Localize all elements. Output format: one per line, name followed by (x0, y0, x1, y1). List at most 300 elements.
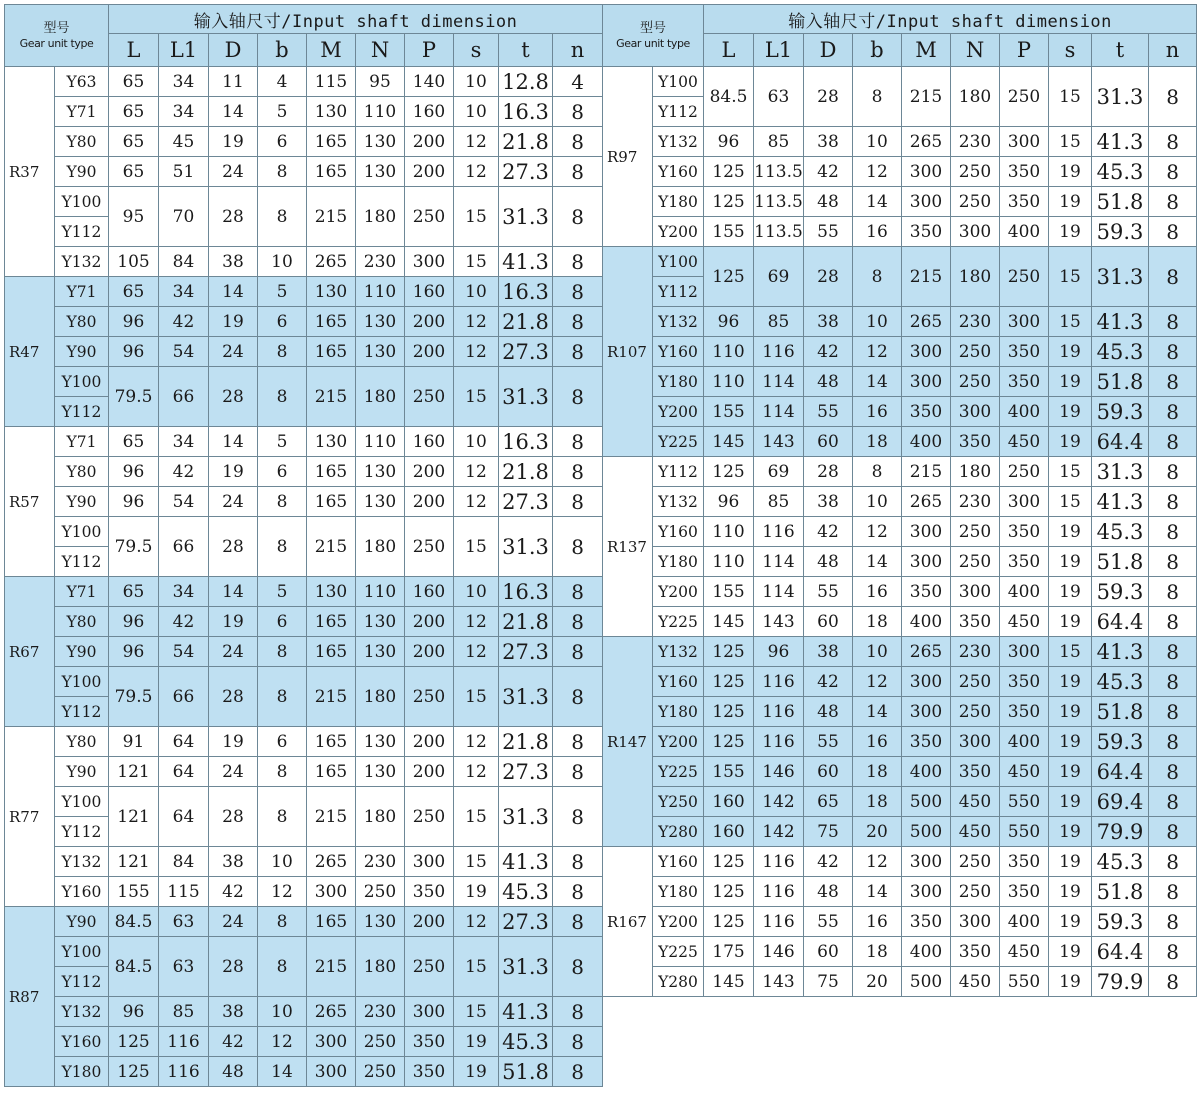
value-d: 28 (209, 367, 258, 427)
value-l: 91 (109, 727, 159, 757)
value-n: 350 (951, 757, 1000, 787)
motor-frame: Y100 (55, 667, 109, 697)
value-d: 28 (209, 517, 258, 577)
table-row (603, 787, 1197, 817)
value-p: 400 (1000, 727, 1049, 757)
value-l: 155 (109, 877, 159, 907)
value-n: 8 (1149, 607, 1197, 637)
value-d: 38 (804, 307, 853, 337)
value-l1: 96 (754, 637, 804, 667)
value-l1: 113.5 (754, 187, 804, 217)
value-n: 8 (1149, 487, 1197, 517)
motor-frame: Y112 (55, 217, 109, 247)
value-s: 12 (454, 637, 499, 667)
value-s: 19 (1049, 727, 1092, 757)
value-l: 125 (704, 157, 754, 187)
value-m: 215 (902, 67, 951, 127)
value-l: 125 (704, 637, 754, 667)
value-l1: 116 (159, 1057, 209, 1087)
table-row (5, 907, 603, 937)
value-n: 110 (356, 277, 405, 307)
table-row (603, 127, 1197, 157)
value-l1: 115 (159, 877, 209, 907)
value-p: 350 (1000, 667, 1049, 697)
value-p: 350 (1000, 847, 1049, 877)
value-p: 300 (405, 847, 454, 877)
value-t: 64.4 (1092, 427, 1149, 457)
value-m: 115 (307, 67, 356, 97)
value-l: 96 (704, 307, 754, 337)
table-row (5, 787, 603, 817)
value-s: 19 (1049, 187, 1092, 217)
table-row (5, 1057, 603, 1087)
column-header-n: n (553, 34, 603, 67)
value-m: 215 (307, 667, 356, 727)
value-s: 15 (454, 667, 499, 727)
value-n: 230 (356, 997, 405, 1027)
value-t: 69.4 (1092, 787, 1149, 817)
value-d: 14 (209, 277, 258, 307)
value-s: 10 (454, 577, 499, 607)
value-p: 350 (405, 1027, 454, 1057)
value-l: 110 (704, 517, 754, 547)
value-l: 96 (109, 337, 159, 367)
motor-frame: Y160 (653, 517, 704, 547)
value-n: 180 (356, 787, 405, 847)
value-n: 300 (951, 217, 1000, 247)
value-m: 165 (307, 907, 356, 937)
value-n: 180 (951, 67, 1000, 127)
value-d: 14 (209, 577, 258, 607)
column-header-m: M (902, 34, 951, 67)
value-n: 8 (1149, 907, 1197, 937)
value-p: 550 (1000, 817, 1049, 847)
value-b: 8 (258, 637, 307, 667)
value-t: 45.3 (499, 877, 553, 907)
value-s: 12 (454, 727, 499, 757)
value-b: 12 (853, 847, 902, 877)
value-p: 250 (405, 367, 454, 427)
value-p: 350 (1000, 187, 1049, 217)
value-n: 250 (951, 517, 1000, 547)
value-l1: 54 (159, 487, 209, 517)
value-l1: 34 (159, 577, 209, 607)
value-n: 8 (1149, 847, 1197, 877)
value-s: 19 (1049, 607, 1092, 637)
value-t: 16.3 (499, 577, 553, 607)
value-l: 84.5 (704, 67, 754, 127)
value-m: 300 (307, 877, 356, 907)
value-s: 19 (454, 1057, 499, 1087)
value-n: 8 (553, 487, 603, 517)
value-s: 15 (454, 937, 499, 997)
value-b: 10 (853, 637, 902, 667)
motor-frame: Y112 (55, 697, 109, 727)
value-p: 160 (405, 427, 454, 457)
table-row (5, 727, 603, 757)
value-m: 215 (307, 367, 356, 427)
table-row (5, 367, 603, 397)
value-d: 38 (209, 997, 258, 1027)
gear-unit-model: R57 (5, 427, 55, 577)
value-m: 215 (307, 787, 356, 847)
value-d: 55 (804, 577, 853, 607)
value-n: 8 (553, 187, 603, 247)
value-n: 8 (1149, 967, 1197, 997)
value-m: 130 (307, 577, 356, 607)
value-t: 21.8 (499, 727, 553, 757)
value-t: 27.3 (499, 487, 553, 517)
value-s: 12 (454, 337, 499, 367)
value-n: 300 (951, 397, 1000, 427)
column-header-n: N (356, 34, 405, 67)
value-l1: 84 (159, 247, 209, 277)
column-header-s: s (1049, 34, 1092, 67)
value-n: 180 (356, 667, 405, 727)
value-m: 265 (307, 847, 356, 877)
value-n: 250 (356, 1057, 405, 1087)
value-b: 18 (853, 607, 902, 637)
value-b: 14 (853, 547, 902, 577)
value-l1: 113.5 (754, 217, 804, 247)
value-l1: 64 (159, 727, 209, 757)
motor-frame: Y225 (653, 427, 704, 457)
motor-frame: Y132 (653, 127, 704, 157)
gear-unit-model: R47 (5, 277, 55, 427)
motor-frame: Y112 (55, 547, 109, 577)
value-d: 28 (209, 787, 258, 847)
table-row (603, 247, 1197, 277)
table-row (5, 757, 603, 787)
value-t: 64.4 (1092, 757, 1149, 787)
dimension-table-right (602, 4, 1197, 997)
value-l: 121 (109, 757, 159, 787)
value-t: 45.3 (1092, 517, 1149, 547)
value-p: 350 (1000, 367, 1049, 397)
value-p: 200 (405, 757, 454, 787)
motor-frame: Y132 (653, 487, 704, 517)
value-t: 45.3 (1092, 157, 1149, 187)
table-row (5, 337, 603, 367)
motor-frame: Y180 (653, 547, 704, 577)
value-s: 12 (454, 487, 499, 517)
table-row (603, 607, 1197, 637)
motor-frame: Y80 (55, 457, 109, 487)
motor-frame: Y100 (55, 937, 109, 967)
value-n: 8 (1149, 157, 1197, 187)
value-m: 300 (902, 187, 951, 217)
value-d: 14 (209, 97, 258, 127)
value-l: 84.5 (109, 937, 159, 997)
value-p: 250 (405, 937, 454, 997)
value-n: 8 (553, 577, 603, 607)
value-d: 24 (209, 157, 258, 187)
value-p: 350 (1000, 547, 1049, 577)
value-n: 8 (1149, 637, 1197, 667)
value-l1: 63 (159, 907, 209, 937)
table-row (603, 217, 1197, 247)
gear-unit-model: R167 (603, 847, 653, 997)
value-s: 19 (1049, 397, 1092, 427)
value-n: 8 (1149, 817, 1197, 847)
value-m: 215 (902, 457, 951, 487)
motor-frame: Y112 (653, 97, 704, 127)
value-t: 27.3 (499, 337, 553, 367)
value-b: 4 (258, 67, 307, 97)
value-n: 8 (553, 427, 603, 457)
value-n: 8 (1149, 187, 1197, 217)
value-n: 180 (356, 187, 405, 247)
value-d: 48 (804, 547, 853, 577)
value-p: 300 (1000, 127, 1049, 157)
table-row (5, 97, 603, 127)
column-header-d: D (804, 34, 853, 67)
value-n: 8 (553, 307, 603, 337)
value-l: 125 (704, 457, 754, 487)
value-t: 21.8 (499, 127, 553, 157)
value-s: 12 (454, 607, 499, 637)
value-b: 12 (853, 517, 902, 547)
value-t: 27.3 (499, 907, 553, 937)
value-l: 79.5 (109, 667, 159, 727)
value-m: 300 (902, 667, 951, 697)
table-row (603, 727, 1197, 757)
value-t: 31.3 (1092, 67, 1149, 127)
value-t: 41.3 (1092, 637, 1149, 667)
motor-frame: Y280 (653, 967, 704, 997)
value-d: 38 (804, 637, 853, 667)
value-s: 19 (1049, 157, 1092, 187)
table-row (5, 997, 603, 1027)
table-row (5, 487, 603, 517)
value-n: 300 (951, 577, 1000, 607)
value-m: 265 (307, 997, 356, 1027)
value-p: 250 (1000, 457, 1049, 487)
value-l1: 63 (754, 67, 804, 127)
value-t: 79.9 (1092, 967, 1149, 997)
value-n: 450 (951, 967, 1000, 997)
value-l: 175 (704, 937, 754, 967)
value-m: 350 (902, 397, 951, 427)
table-row (5, 427, 603, 457)
value-b: 14 (258, 1057, 307, 1087)
motor-frame: Y80 (55, 127, 109, 157)
value-l1: 45 (159, 127, 209, 157)
motor-frame: Y90 (55, 907, 109, 937)
value-l: 125 (704, 847, 754, 877)
value-b: 8 (258, 517, 307, 577)
value-m: 130 (307, 97, 356, 127)
value-n: 8 (553, 1057, 603, 1087)
value-p: 350 (1000, 337, 1049, 367)
motor-frame: Y200 (653, 397, 704, 427)
motor-frame: Y80 (55, 607, 109, 637)
dimension-title: 输入轴尺寸/Input shaft dimension (109, 5, 603, 34)
value-l: 65 (109, 157, 159, 187)
motor-frame: Y71 (55, 277, 109, 307)
value-s: 12 (454, 127, 499, 157)
value-s: 12 (454, 307, 499, 337)
value-n: 130 (356, 487, 405, 517)
value-l1: 116 (754, 337, 804, 367)
table-row (603, 397, 1197, 427)
value-m: 300 (902, 547, 951, 577)
value-p: 450 (1000, 427, 1049, 457)
value-n: 250 (356, 877, 405, 907)
value-n: 110 (356, 97, 405, 127)
value-s: 15 (454, 517, 499, 577)
table-row (603, 517, 1197, 547)
table-row (5, 607, 603, 637)
value-b: 6 (258, 727, 307, 757)
value-n: 8 (1149, 757, 1197, 787)
value-l: 96 (109, 607, 159, 637)
table-row (603, 547, 1197, 577)
value-l1: 116 (159, 1027, 209, 1057)
value-n: 180 (356, 367, 405, 427)
value-d: 60 (804, 427, 853, 457)
value-t: 31.3 (499, 667, 553, 727)
value-s: 10 (454, 427, 499, 457)
value-b: 18 (853, 427, 902, 457)
value-p: 350 (1000, 697, 1049, 727)
motor-frame: Y160 (55, 1027, 109, 1057)
value-d: 19 (209, 457, 258, 487)
table-row (5, 517, 603, 547)
value-p: 200 (405, 127, 454, 157)
value-m: 400 (902, 937, 951, 967)
gear-unit-model: R77 (5, 727, 55, 907)
value-m: 500 (902, 967, 951, 997)
value-d: 24 (209, 487, 258, 517)
value-d: 19 (209, 727, 258, 757)
value-p: 350 (1000, 157, 1049, 187)
motor-frame: Y160 (55, 877, 109, 907)
value-m: 165 (307, 637, 356, 667)
value-d: 14 (209, 427, 258, 457)
value-l: 125 (704, 187, 754, 217)
value-l1: 116 (754, 697, 804, 727)
value-t: 59.3 (1092, 727, 1149, 757)
value-l: 125 (704, 697, 754, 727)
value-b: 6 (258, 307, 307, 337)
value-d: 75 (804, 967, 853, 997)
value-n: 4 (553, 67, 603, 97)
value-n: 350 (951, 427, 1000, 457)
value-b: 5 (258, 577, 307, 607)
value-l: 65 (109, 427, 159, 457)
gear-unit-model: R37 (5, 67, 55, 277)
value-l1: 42 (159, 607, 209, 637)
value-l1: 114 (754, 367, 804, 397)
value-m: 215 (307, 517, 356, 577)
table-row (603, 967, 1197, 997)
table-row (603, 427, 1197, 457)
value-s: 12 (454, 907, 499, 937)
value-d: 28 (209, 937, 258, 997)
value-p: 200 (405, 727, 454, 757)
value-p: 200 (405, 457, 454, 487)
value-t: 51.8 (1092, 877, 1149, 907)
motor-frame: Y160 (653, 667, 704, 697)
table-row (5, 187, 603, 217)
value-n: 8 (1149, 67, 1197, 127)
motor-frame: Y180 (653, 187, 704, 217)
motor-frame: Y250 (653, 787, 704, 817)
value-b: 8 (258, 787, 307, 847)
value-l: 125 (109, 1027, 159, 1057)
value-l: 125 (704, 247, 754, 307)
value-s: 15 (454, 997, 499, 1027)
value-m: 165 (307, 157, 356, 187)
table-row (603, 337, 1197, 367)
column-header-t: t (499, 34, 553, 67)
value-l: 65 (109, 577, 159, 607)
value-n: 250 (951, 157, 1000, 187)
value-s: 19 (454, 1027, 499, 1057)
motor-frame: Y112 (55, 817, 109, 847)
motor-frame: Y100 (55, 187, 109, 217)
value-p: 160 (405, 277, 454, 307)
value-n: 180 (356, 517, 405, 577)
value-t: 31.3 (1092, 247, 1149, 307)
value-d: 55 (804, 907, 853, 937)
table-row (5, 877, 603, 907)
table-row (603, 697, 1197, 727)
value-n: 110 (356, 577, 405, 607)
gear-unit-model: R137 (603, 457, 653, 637)
value-b: 6 (258, 457, 307, 487)
value-l1: 34 (159, 277, 209, 307)
motor-frame: Y132 (653, 637, 704, 667)
value-l1: 42 (159, 307, 209, 337)
value-d: 28 (804, 67, 853, 127)
motor-frame: Y100 (55, 517, 109, 547)
table-row (603, 937, 1197, 967)
value-b: 18 (853, 757, 902, 787)
value-t: 31.3 (499, 367, 553, 427)
value-d: 55 (804, 217, 853, 247)
value-s: 10 (454, 277, 499, 307)
value-l: 145 (704, 427, 754, 457)
motor-frame: Y112 (653, 457, 704, 487)
value-b: 6 (258, 127, 307, 157)
value-b: 20 (853, 817, 902, 847)
value-l1: 64 (159, 757, 209, 787)
motor-frame: Y100 (55, 367, 109, 397)
value-n: 8 (1149, 307, 1197, 337)
value-l: 110 (704, 337, 754, 367)
value-t: 16.3 (499, 427, 553, 457)
value-p: 250 (405, 667, 454, 727)
value-l: 125 (704, 727, 754, 757)
value-m: 300 (902, 157, 951, 187)
value-m: 300 (902, 337, 951, 367)
dimension-table-left (4, 4, 603, 1087)
value-l: 65 (109, 67, 159, 97)
value-n: 8 (1149, 547, 1197, 577)
value-l1: 114 (754, 547, 804, 577)
value-t: 31.3 (1092, 457, 1149, 487)
value-n: 250 (951, 697, 1000, 727)
table-row (603, 667, 1197, 697)
motor-frame: Y225 (653, 937, 704, 967)
value-m: 350 (902, 577, 951, 607)
value-b: 8 (853, 247, 902, 307)
value-n: 8 (553, 607, 603, 637)
value-s: 19 (1049, 427, 1092, 457)
value-m: 300 (902, 877, 951, 907)
